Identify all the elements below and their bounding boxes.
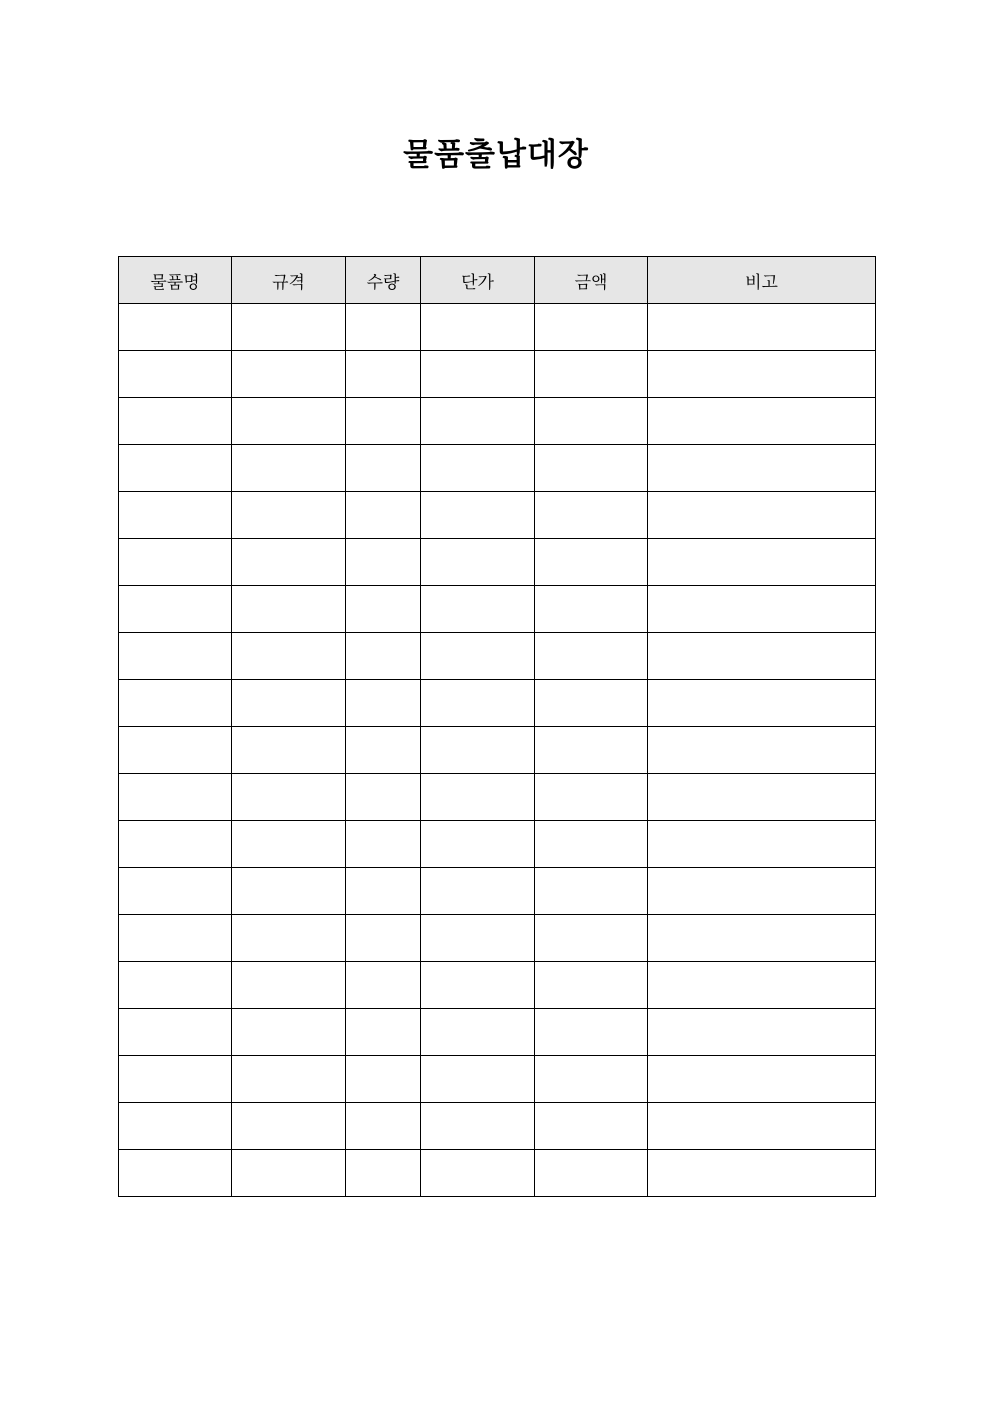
cell-amount [535, 1056, 648, 1103]
table-row [119, 445, 876, 492]
cell-quantity [346, 1009, 421, 1056]
cell-amount [535, 633, 648, 680]
cell-item-name [119, 774, 232, 821]
cell-remarks [648, 492, 876, 539]
table-row [119, 962, 876, 1009]
cell-item-name [119, 1009, 232, 1056]
cell-remarks [648, 727, 876, 774]
cell-quantity [346, 445, 421, 492]
table-row [119, 680, 876, 727]
cell-spec [232, 1056, 346, 1103]
table-row [119, 492, 876, 539]
header-quantity: 수량 [346, 257, 421, 304]
cell-amount [535, 492, 648, 539]
cell-quantity [346, 304, 421, 351]
cell-item-name [119, 351, 232, 398]
cell-amount [535, 868, 648, 915]
cell-unit-price [421, 680, 535, 727]
cell-unit-price [421, 539, 535, 586]
cell-item-name [119, 915, 232, 962]
cell-quantity [346, 586, 421, 633]
table-row [119, 868, 876, 915]
cell-remarks [648, 1009, 876, 1056]
cell-amount [535, 445, 648, 492]
table-row [119, 351, 876, 398]
cell-quantity [346, 915, 421, 962]
cell-amount [535, 586, 648, 633]
cell-item-name [119, 586, 232, 633]
cell-quantity [346, 821, 421, 868]
cell-unit-price [421, 1150, 535, 1197]
cell-quantity [346, 1103, 421, 1150]
table-row [119, 915, 876, 962]
cell-unit-price [421, 727, 535, 774]
cell-spec [232, 398, 346, 445]
cell-spec [232, 1103, 346, 1150]
header-amount: 금액 [535, 257, 648, 304]
cell-remarks [648, 1056, 876, 1103]
header-row [119, 257, 876, 304]
cell-item-name [119, 962, 232, 1009]
cell-unit-price [421, 962, 535, 1009]
table-row [119, 1009, 876, 1056]
cell-quantity [346, 351, 421, 398]
cell-amount [535, 774, 648, 821]
cell-quantity [346, 633, 421, 680]
cell-spec [232, 633, 346, 680]
cell-unit-price [421, 1103, 535, 1150]
cell-item-name [119, 727, 232, 774]
cell-remarks [648, 351, 876, 398]
table-row [119, 539, 876, 586]
header-remarks: 비고 [648, 257, 876, 304]
cell-quantity [346, 727, 421, 774]
table-body [119, 304, 876, 1197]
table-row [119, 398, 876, 445]
cell-spec [232, 1009, 346, 1056]
table-row [119, 821, 876, 868]
cell-item-name [119, 398, 232, 445]
cell-item-name [119, 680, 232, 727]
cell-item-name [119, 492, 232, 539]
cell-item-name [119, 1150, 232, 1197]
cell-unit-price [421, 1056, 535, 1103]
cell-amount [535, 1103, 648, 1150]
page-title: 물품출납대장 [403, 137, 589, 173]
cell-remarks [648, 1103, 876, 1150]
ledger-table [118, 256, 876, 1197]
cell-unit-price [421, 868, 535, 915]
header-item-name: 물품명 [119, 257, 232, 304]
cell-unit-price [421, 586, 535, 633]
cell-remarks [648, 680, 876, 727]
cell-remarks [648, 304, 876, 351]
cell-remarks [648, 821, 876, 868]
cell-item-name [119, 868, 232, 915]
cell-spec [232, 727, 346, 774]
cell-item-name [119, 304, 232, 351]
cell-remarks [648, 539, 876, 586]
table-row [119, 1150, 876, 1197]
cell-spec [232, 821, 346, 868]
cell-item-name [119, 1056, 232, 1103]
cell-quantity [346, 539, 421, 586]
cell-amount [535, 304, 648, 351]
cell-amount [535, 821, 648, 868]
table-row [119, 633, 876, 680]
cell-unit-price [421, 821, 535, 868]
cell-spec [232, 1150, 346, 1197]
cell-unit-price [421, 774, 535, 821]
cell-amount [535, 351, 648, 398]
cell-amount [535, 1150, 648, 1197]
header-spec: 규격 [232, 257, 346, 304]
cell-spec [232, 962, 346, 1009]
cell-remarks [648, 962, 876, 1009]
cell-spec [232, 774, 346, 821]
table-header [119, 257, 876, 304]
cell-spec [232, 586, 346, 633]
cell-unit-price [421, 1009, 535, 1056]
cell-unit-price [421, 445, 535, 492]
table-row [119, 586, 876, 633]
cell-amount [535, 539, 648, 586]
cell-remarks [648, 398, 876, 445]
cell-unit-price [421, 351, 535, 398]
cell-unit-price [421, 492, 535, 539]
cell-quantity [346, 680, 421, 727]
cell-amount [535, 398, 648, 445]
cell-amount [535, 962, 648, 1009]
table-row [119, 304, 876, 351]
cell-unit-price [421, 398, 535, 445]
cell-amount [535, 680, 648, 727]
cell-spec [232, 680, 346, 727]
cell-spec [232, 445, 346, 492]
cell-spec [232, 304, 346, 351]
cell-spec [232, 915, 346, 962]
table-row [119, 1103, 876, 1150]
cell-quantity [346, 868, 421, 915]
cell-remarks [648, 774, 876, 821]
cell-unit-price [421, 633, 535, 680]
cell-quantity [346, 1056, 421, 1103]
cell-remarks [648, 633, 876, 680]
cell-spec [232, 492, 346, 539]
table-row [119, 774, 876, 821]
cell-remarks [648, 915, 876, 962]
cell-item-name [119, 539, 232, 586]
cell-quantity [346, 962, 421, 1009]
header-unit-price: 단가 [421, 257, 535, 304]
cell-spec [232, 351, 346, 398]
cell-unit-price [421, 915, 535, 962]
table-row [119, 727, 876, 774]
cell-amount [535, 727, 648, 774]
cell-item-name [119, 633, 232, 680]
cell-quantity [346, 398, 421, 445]
cell-remarks [648, 1150, 876, 1197]
cell-item-name [119, 1103, 232, 1150]
cell-amount [535, 1009, 648, 1056]
cell-quantity [346, 492, 421, 539]
cell-spec [232, 868, 346, 915]
cell-item-name [119, 445, 232, 492]
cell-amount [535, 915, 648, 962]
cell-unit-price [421, 304, 535, 351]
cell-quantity [346, 1150, 421, 1197]
cell-spec [232, 539, 346, 586]
cell-quantity [346, 774, 421, 821]
cell-remarks [648, 586, 876, 633]
cell-remarks [648, 445, 876, 492]
table-row [119, 1056, 876, 1103]
cell-remarks [648, 868, 876, 915]
cell-item-name [119, 821, 232, 868]
